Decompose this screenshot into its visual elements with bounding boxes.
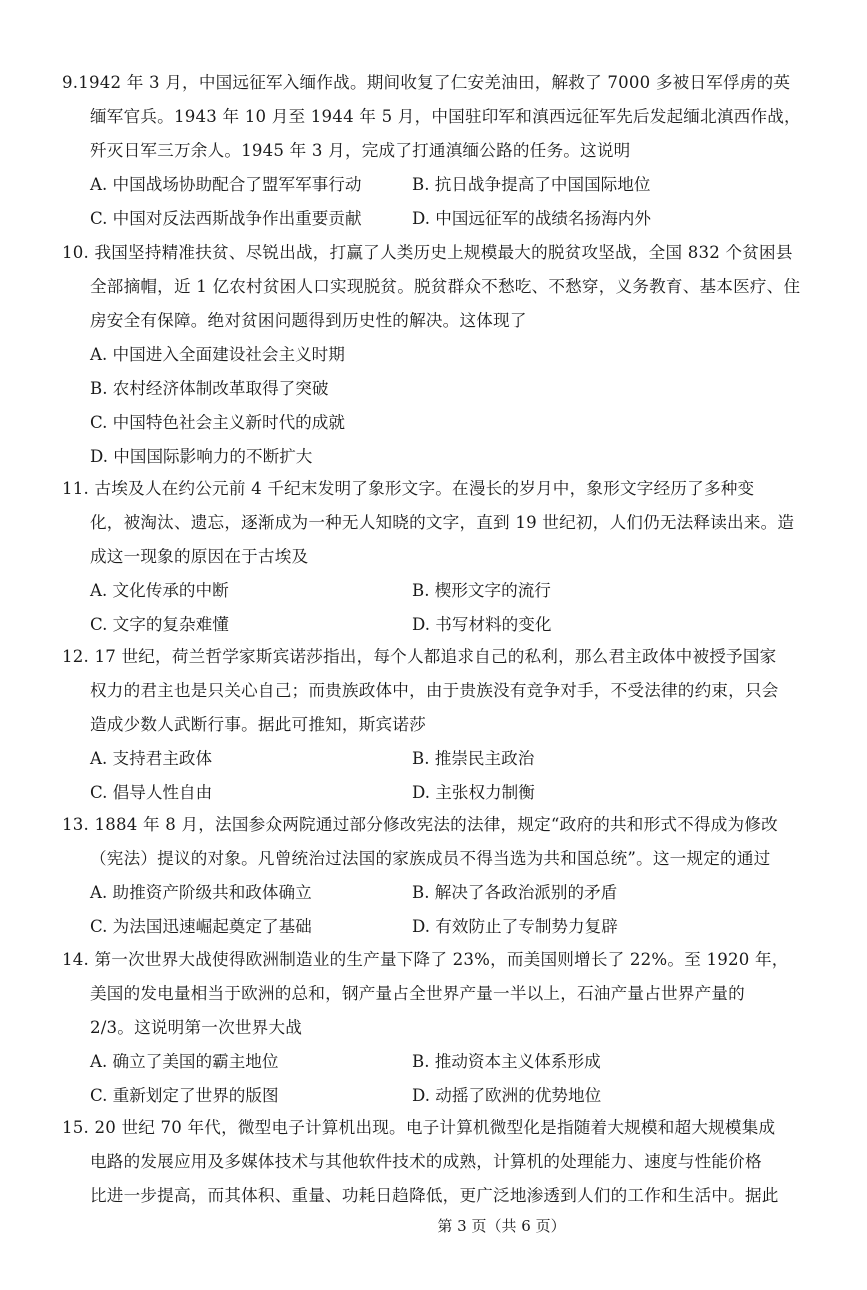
question-10 [62, 236, 822, 474]
question-text-line: 成这一现象的原因在于古埃及 [90, 547, 309, 566]
question-14 [62, 943, 822, 1113]
option-c: C. 重新划定了世界的版图 [90, 1086, 279, 1105]
page-number: 第 3 页（共 6 页） [437, 1217, 566, 1235]
question-text-line: 化，被淘汰、遗忘，逐渐成为一种无人知晓的文字，直到 19 世纪初，人们仍无法释读出来。造 [90, 513, 795, 532]
question-15 [62, 1111, 822, 1213]
question-text-line: 缅军官兵。1943 年 10 月至 1944 年 5 月，中国驻印军和滇西远征军先后发起缅北滇西作战， [90, 107, 801, 126]
option-b: B. 抗日战争提高了中国国际地位 [412, 175, 651, 194]
question-text-line: 美国的发电量相当于欧洲的总和，钢产量占全世界产量一半以上，石油产量占世界产量的 [90, 984, 745, 1003]
option-b: B. 解决了各政治派别的矛盾 [412, 883, 618, 902]
page-footer [0, 1215, 867, 1236]
option-b: B. 推动资本主义体系形成 [412, 1052, 601, 1071]
question-text-line: 10. 我国坚持精准扶贫、尽锐出战，打赢了人类历史上规模最大的脱贫攻坚战，全国 832 个贫困县 [62, 243, 793, 262]
question-text-line: 房安全有保障。绝对贫困问题得到历史性的解决。这体现了 [90, 311, 527, 330]
option-d: D. 有效防止了专制势力复辟 [412, 917, 618, 936]
option-c: C. 为法国迅速崛起奠定了基础 [90, 917, 312, 936]
question-text-line: 12. 17 世纪，荷兰哲学家斯宾诺莎指出，每个人都追求自己的私利，那么君主政体中被授予国家 [62, 647, 777, 666]
option-d: D. 书写材料的变化 [412, 615, 552, 634]
option-a: A. 助推资产阶级共和政体确立 [90, 883, 312, 902]
option-b: B. 楔形文字的流行 [412, 581, 551, 600]
question-13 [62, 808, 822, 944]
option-c: C. 文字的复杂难懂 [90, 615, 229, 634]
question-text-line: 15. 20 世纪 70 年代，微型电子计算机出现。电子计算机微型化是指随着大规模和超大规模集成 [62, 1118, 776, 1137]
question-text-line: 11. 古埃及人在约公元前 4 千纪末发明了象形文字。在漫长的岁月中，象形文字经历了多种变 [62, 479, 755, 498]
option-b: B. 推崇民主政治 [412, 749, 535, 768]
question-text-line: 权力的君主也是只关心自己；而贵族政体中，由于贵族没有竞争对手，不受法律的约束，只会 [90, 681, 779, 700]
option-a: A. 支持君主政体 [90, 749, 213, 768]
option-c: C. 中国对反法西斯战争作出重要贡献 [90, 209, 362, 228]
question-text-line: 歼灭日军三万余人。1945 年 3 月，完成了打通滇缅公路的任务。这说明 [90, 141, 631, 160]
question-9 [62, 66, 822, 236]
option-a: A. 中国战场协助配合了盟军军事行动 [90, 175, 362, 194]
option-a: A. 文化传承的中断 [90, 581, 229, 600]
question-text-line: 造成少数人武断行事。据此可推知，斯宾诺莎 [90, 715, 426, 734]
option-d: D. 动摇了欧洲的优势地位 [412, 1086, 602, 1105]
question-text-line: 比进一步提高，而其体积、重量、功耗日趋降低，更广泛地渗透到人们的工作和生活中。据此 [90, 1186, 779, 1205]
option-c: C. 倡导人性自由 [90, 783, 213, 802]
option-b: B. 农村经济体制改革取得了突破 [90, 379, 329, 398]
question-text-line: 14. 第一次世界大战使得欧洲制造业的生产量下降了 23%，而美国则增长了 22%。至 1920 年， [62, 950, 789, 969]
option-c: C. 中国特色社会主义新时代的成就 [90, 413, 345, 432]
option-a: A. 中国进入全面建设社会主义时期 [90, 345, 345, 364]
question-12 [62, 640, 822, 810]
question-text-line: 全部摘帽，近 1 亿农村贫困人口实现脱贫。脱贫群众不愁吃、不愁穿，义务教育、基本医疗、住 [90, 277, 801, 296]
option-d: D. 中国远征军的战绩名扬海内外 [412, 209, 651, 228]
option-d: D. 主张权力制衡 [412, 783, 535, 802]
question-11 [62, 472, 822, 642]
question-text-line: 13. 1884 年 8 月，法国参众两院通过部分修改宪法的法律，规定“政府的共和形式不得成为修改 [62, 815, 778, 834]
question-text-line: 电路的发展应用及多媒体技术与其他软件技术的成熟，计算机的处理能力、速度与性能价格 [90, 1152, 762, 1171]
question-text-line: 9.1942 年 3 月，中国远征军入缅作战。期间收复了仁安羌油田，解救了 7000 多被日军俘虏的英 [62, 73, 791, 92]
option-d: D. 中国国际影响力的不断扩大 [90, 447, 313, 466]
option-a: A. 确立了美国的霸主地位 [90, 1052, 279, 1071]
question-text-line: 2/3。这说明第一次世界大战 [90, 1018, 303, 1037]
question-text-line: （宪法）提议的对象。凡曾统治过法国的家族成员不得当选为共和国总统”。这一规定的通过 [90, 849, 771, 868]
